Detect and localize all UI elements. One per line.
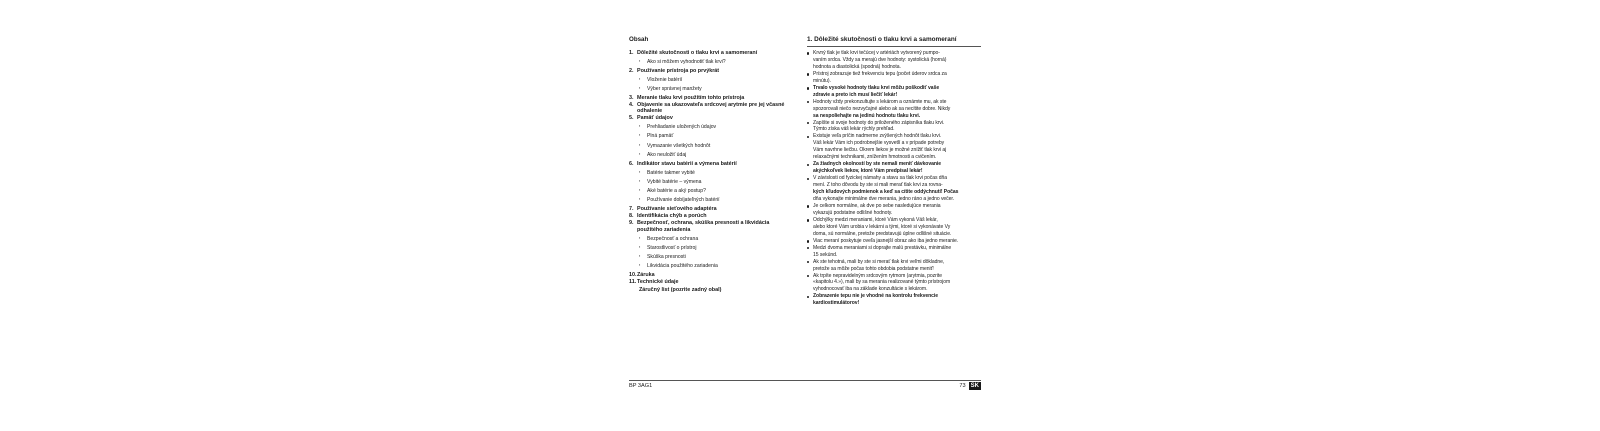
toc-entry [629,213,794,220]
bullet-line-cont: minútu). [813,77,831,84]
toc-entry [629,68,794,93]
bullet-line-start: Medzi dvoma meraniami si doprajte malú prestávku, minimálne [807,245,981,252]
table-of-contents [629,30,794,294]
toc-item-number: 4. [629,101,634,108]
toc-subitem[interactable]: ▪ Vybité batérie – výmena [639,177,794,186]
toc-item-label: Identifikácia chýb a porúch [637,212,707,219]
section-important-facts [807,30,981,307]
bullet-line-start: Zapíšte si svoje hodnoty do priloženého zápisníka tlaku krvi. [807,120,981,127]
bullet-line-cont: hodnota a diastolická (spodná) hodnota. [813,63,901,70]
toc-item[interactable] [629,161,794,168]
toc-entry [629,220,794,271]
page-number: 73 [959,383,966,389]
toc-entry [629,50,794,66]
toc-item[interactable] [629,115,794,122]
bullet-line-start: Zobrazenie tepu nie je vhodné na kontrolu frekvencie [807,293,981,300]
toc-item[interactable] [629,206,794,213]
toc-subitem[interactable]: ▪ Aké batérie a aký postup? [639,186,794,195]
toc-subitem[interactable]: ▪ Skúška presnosti [639,252,794,261]
bullet-line-start: Je celkom normálne, ak dve po sebe nasledujúce merania [807,203,981,210]
toc-item[interactable] [629,220,794,234]
toc-entry [629,102,794,116]
bullet-line-cont: dňa vykonajte minimálne dve merania, jedno ráno a jedno večer. [813,196,955,203]
bullet-line-cont: «kapitolu 4.»), mali by sa merania realizované týmto prístrojom [813,279,951,286]
bullet-line-start: Za žiadnych okolností by ste nemali meniť dávkovanie [807,161,981,168]
toc-subitem[interactable]: ▪ Vymazanie všetkých hodnôt [639,141,794,150]
toc-subitem[interactable]: ▪ Používanie dobíjateľných batérií [639,195,794,204]
bullet-line-cont: alebo ktoré Vám urobia v lekárni a tými, ktoré si vykonávate Vy [813,223,951,230]
toc-subitem[interactable]: ▪ Bezpečnosť a ochrana [639,234,794,243]
toc-sublist [629,168,794,205]
toc-list [629,50,794,286]
bullet-line-start: Trvalo vysoké hodnoty tlaku krvi môžu poškodiť vaše [807,85,981,92]
toc-sublist [629,57,794,66]
bullet-line-cont: Týmto získa váš lekár rýchly prehľad. [813,126,895,133]
toc-item-number: 10. [629,271,637,278]
manual-page [629,30,981,400]
toc-item-number: 3. [629,94,634,101]
bullet-line-start: Ak trpíte nepravidelným srdcovým rytmom (arytmia, pozrite [807,273,981,280]
toc-sublist [629,75,794,93]
bullet-list [807,50,981,307]
bullet-line-start: Hodnoty vždy prekonzultujte s lekárom a oznámte mu, ak ste [807,99,981,106]
bullet-line-cont: vaním srdca. Vždy sa merajú dve hodnoty: systolická (horná) [813,56,947,63]
toc-item[interactable] [629,102,794,116]
toc-item[interactable] [629,279,794,286]
toc-item-number: 6. [629,160,634,167]
toc-item-number: 2. [629,67,634,74]
toc-entry [629,206,794,213]
bullet-line-cont: kardiostimulátorov! [813,300,860,307]
toc-entry [629,161,794,205]
toc-subitem[interactable]: ▪ Likvidácia použitého zariadenia [639,261,794,270]
bullet-line-start: Viac meraní poskytuje oveľa jasnejší obraz ako iba jedno meranie. [807,238,981,245]
toc-subitem[interactable]: ▪ Ako si môžem vyhodnotiť tlak krvi? [639,57,794,66]
bullet-line-cont: zdravie a preto ich musí liečiť lekár! [813,91,898,98]
bullet-line-start: Ak ste tehotná, mali by ste si merať tlak krvi veľmi dôkladne, [807,259,981,266]
toc-entry [629,95,794,102]
bullet-line-start: Prístroj zobrazuje tiež frekvenciu tepu (počet úderov srdca za [807,71,981,78]
toc-item-number: 9. [629,219,634,226]
footer-rule [629,380,981,381]
toc-subitem[interactable]: ▪ Batérie takmer vybité [639,168,794,177]
bullet-line-cont: kých kľudových podmienok a keď sa cítite oddýchnutí! Počas [813,189,959,196]
toc-item-label: Objavenie sa ukazovateľa srdcovej arytmie pre jej včasné odhalenie [637,101,785,115]
bullet-line-start: Krvný tlak je tlak krvi tečúcej v artériách vytvorený pumpo- [807,50,981,57]
footer-model: BP 3AG1 [629,383,653,389]
footer-right [959,382,981,390]
toc-item-number: 8. [629,212,634,219]
toc-subitem[interactable]: ▪ Plná pamäť [639,131,794,140]
toc-entry [629,272,794,279]
toc-warranty: Záručný list (pozrite zadný obal) [639,286,722,293]
toc-subitem[interactable]: ▪ Prehliadanie uložených údajov [639,122,794,131]
toc-item-label: Pamäť údajov [637,115,673,122]
bullet-line-cont: vykazujú podstatne odlišné hodnoty. [813,209,893,216]
toc-item-label: Používanie sieťového adaptéra [637,205,717,212]
toc-title: Obsah [629,36,649,43]
toc-item-label: Technické údaje [637,278,679,285]
toc-item-number: 7. [629,205,634,212]
toc-item-label: Bezpečnosť, ochrana, skúška presnosti a likvidácia použitého zariadenia [637,219,770,233]
toc-sublist [629,234,794,271]
toc-entry [629,279,794,286]
bullet-line-cont: spozorovali niečo nezvyčajné alebo ak sa necítite dobre. Nikdy [813,105,951,112]
toc-item[interactable] [629,272,794,279]
bullet-line-cont: Váš lekár Vám ich podrobnejšie vysvetlí a v prípade potreby [813,140,945,147]
bullet-line-cont: sa nespoliehajte na jedinú hodnotu tlaku krvi. [813,112,921,119]
toc-sublist [629,122,794,159]
toc-item[interactable] [629,95,794,102]
language-badge: SK [970,383,979,389]
bullet-line-start: Existuje veľa príčin nadmerne zvýšených hodnôt tlaku krvi. [807,133,981,140]
bullet-line-cont: doma, sú normálne, pretože predstavujú úplne odlišné situácie. [813,230,952,237]
toc-item-number: 11. [629,278,637,285]
bullet-line-start: Odchýlky medzi meraniami, ktoré Vám vykoná Váš lekár, [807,217,981,224]
bullet-line-cont: 15 sekúnd. [813,251,838,258]
toc-item[interactable] [629,50,794,57]
toc-subitem[interactable]: ▪ Ako neuložiť údaj [639,150,794,159]
toc-item-label: Indikátor stavu batérií a výmena batérií [637,160,737,167]
toc-item-number: 1. [629,50,634,56]
toc-item[interactable] [629,213,794,220]
bullet-line-start: V závislosti od fyzickej námahy a stavu sa tlak krvi počas dňa [807,175,981,182]
toc-item-label: Používanie prístroja po prvýkrát [637,67,720,74]
section-heading: 1. Dôležité skutočnosti o tlaku krvi a samomeraní [807,36,981,47]
bullet-line-cont: pretože sa môže počas tohto obdobia podstatne meniť! [813,265,934,272]
toc-subitem[interactable]: ▪ Výber správnej manžety [639,84,794,93]
toc-item[interactable] [629,68,794,75]
bullet-line-cont: Vám navrhne liečbu. Okrem liekov je možné znížiť tlak krvi aj [813,147,947,154]
toc-item-label: Záruka [637,271,655,278]
bullet-line-cont: mení. Z toho dôvodu by ste si mali merať tlak krvi za rovna- [813,182,943,189]
toc-item-label: Meranie tlaku krvi použitím tohto prístroja [637,94,745,101]
bullet-line-cont: vyhodnocovať iba na základe konzultácie s lekárom. [813,286,928,293]
bullet-line-cont: akýchkoľvek liekov, ktoré Vám predpísal lekár! [813,168,923,175]
toc-item-number: 5. [629,115,634,122]
toc-item-label: Dôležité skutočnosti o tlaku krvi a samomeraní [637,50,758,56]
toc-subitem[interactable]: ▪ Starostlivosť o prístroj [639,243,794,252]
toc-entry [629,115,794,159]
toc-subitem[interactable]: ▪ Vloženie batérií [639,75,794,84]
bullet-line-cont: relaxačnými technikami, znížením hmotnosti a cvičením. [813,154,937,161]
